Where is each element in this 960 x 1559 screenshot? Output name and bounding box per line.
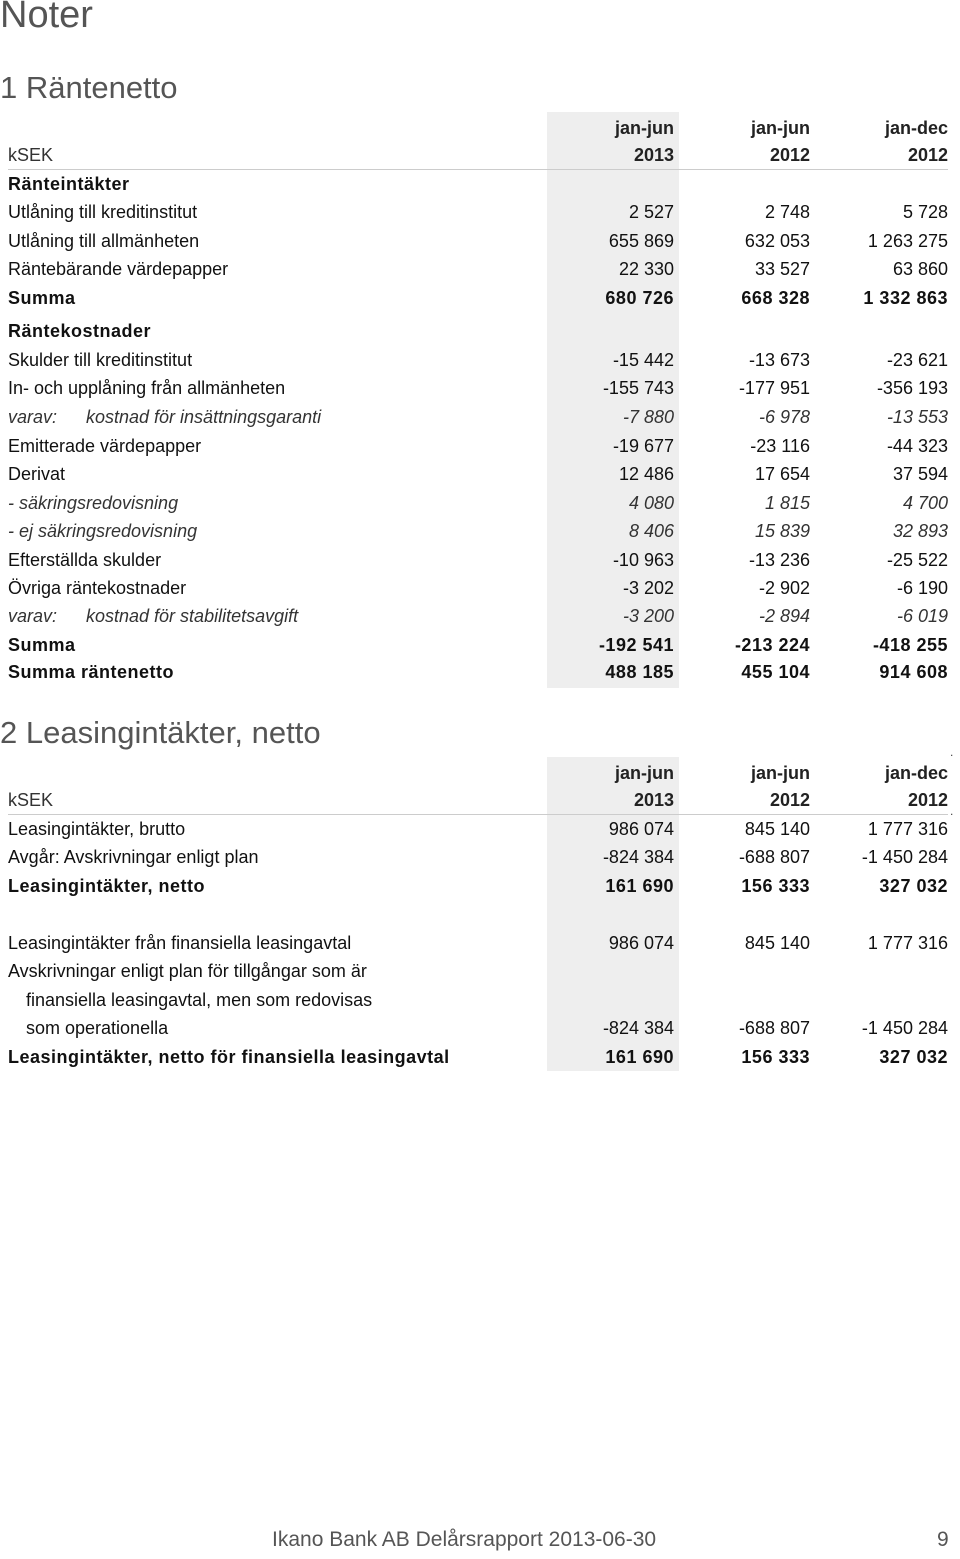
unit-label: kSEK [8,145,54,165]
row-label: Derivat [8,464,66,484]
cell-2012h1: 17 654 [754,464,810,484]
cell-2012fy: 1 777 316 [867,819,948,839]
cell-2012h1: 33 527 [754,259,810,279]
varav-prefix: varav: [8,606,58,626]
cell-2013: -824 384 [602,1018,674,1038]
period-header: jan-jun [751,118,810,138]
table-row [8,986,948,1014]
table-2-year-header-row [8,786,948,814]
table-1-period-header-row [8,114,948,142]
total-row [8,658,948,686]
cell-2012h1: -13 236 [748,550,810,570]
cell-2012fy: 914 608 [879,662,948,682]
cell-2013: 22 330 [618,259,674,279]
cell-2012fy: -44 323 [886,436,948,456]
cell-2012h1: 1 815 [764,493,810,513]
period-header: jan-dec [884,118,948,138]
row-label: Skulder till kreditinstitut [8,350,193,370]
unit-label: kSEK [8,790,54,810]
table-row [8,198,948,226]
row-label: som operationella [26,1018,169,1038]
table-row [8,403,948,431]
cell-2012h1: 156 333 [741,876,810,896]
table-row [8,374,948,402]
page-title: Noter [0,0,93,36]
cell-2012h1: 156 333 [741,1047,810,1067]
row-label: Leasingintäkter, netto [8,876,206,896]
row-label: Utlåning till allmänheten [8,231,200,251]
report-footer: Ikano Bank AB Delårsrapport 2013-06-30 [272,1528,657,1551]
cell-2012fy: 327 032 [879,876,948,896]
cell-2013: 161 690 [605,1047,674,1067]
table-row [8,843,948,871]
cell-2013: 12 486 [618,464,674,484]
row-label: Räntekostnader [8,321,152,341]
cell-2012h1: -213 224 [734,635,810,655]
cell-2012fy: -356 193 [876,378,948,398]
row-label: Efterställda skulder [8,550,162,570]
section-1-heading: 1 Räntenetto [0,70,178,105]
year-header: 2013 [633,790,674,810]
cell-2012h1: 632 053 [744,231,810,251]
margin-mark: . [950,804,954,818]
cell-2012fy: -23 621 [886,350,948,370]
row-label [8,602,298,630]
cell-2013: 986 074 [608,819,674,839]
cell-2013: 680 726 [605,288,674,308]
cell-2012h1: 15 839 [754,521,810,541]
table-row [8,460,948,488]
period-header: jan-jun [751,763,810,783]
table-row [8,929,948,957]
cell-2013: -7 880 [622,407,674,427]
varav-prefix: varav: [8,407,58,427]
cell-2013: -3 200 [622,606,674,626]
table-row [8,346,948,374]
cell-2013: -19 677 [612,436,674,456]
section-2-heading: 2 Leasingintäkter, netto [0,715,321,750]
cell-2012fy: 327 032 [879,1047,948,1067]
cell-2012fy: 1 777 316 [867,933,948,953]
cell-2013: 8 406 [628,521,674,541]
row-label: Summa [8,635,76,655]
cell-2012fy: 37 594 [892,464,948,484]
table-row [8,227,948,255]
cell-2012h1: 845 140 [744,819,810,839]
cell-2012fy: 1 332 863 [863,288,948,308]
table-2-period-header-row [8,759,948,787]
row-label: Summa räntenetto [8,662,175,682]
cell-2012fy: 5 728 [902,202,948,222]
cell-2012h1: -13 673 [748,350,810,370]
sum-row [8,631,948,659]
table-row [8,517,948,545]
period-header: jan-jun [615,118,674,138]
row-label: Utlåning till kreditinstitut [8,202,198,222]
cell-2012fy: -1 450 284 [861,847,948,867]
table-row [8,546,948,574]
table-row [8,957,948,985]
cell-2012fy: 1 263 275 [867,231,948,251]
cell-2012h1: 455 104 [741,662,810,682]
margin-mark: . [950,745,954,759]
table-row [8,602,948,630]
year-header: 2012 [907,145,948,165]
row-label: Ränteintäkter [8,174,130,194]
row-label: finansiella leasingavtal, men som redovisas [26,990,373,1010]
row-label: - säkringsredovisning [8,493,179,513]
table-row [8,432,948,460]
row-label: Övriga räntekostnader [8,578,187,598]
cell-2013: -824 384 [602,847,674,867]
total-row [8,1043,948,1071]
table-1-year-header-row [8,141,948,169]
cell-2012h1: -2 894 [758,606,810,626]
cell-2013: -15 442 [612,350,674,370]
cell-2012fy: 32 893 [892,521,948,541]
subheading-row [8,317,948,345]
year-header: 2012 [907,790,948,810]
cell-2013: -192 541 [598,635,674,655]
cell-2012fy: 63 860 [892,259,948,279]
cell-2012h1: -688 807 [738,1018,810,1038]
cell-2013: 488 185 [605,662,674,682]
cell-2012h1: 845 140 [744,933,810,953]
year-header: 2013 [633,145,674,165]
cell-2012h1: 2 748 [764,202,810,222]
table-row [8,574,948,602]
year-header: 2012 [769,790,810,810]
page-number: 9 [937,1528,949,1551]
row-label: Leasingintäkter, netto för finansiella leasingavtal [8,1047,450,1067]
cell-2012fy: -6 190 [896,578,948,598]
row-label: Avskrivningar enligt plan för tillgångar som är [8,961,367,981]
cell-2012h1: -6 978 [758,407,810,427]
cell-2013: -3 202 [622,578,674,598]
cell-2013: 4 080 [628,493,674,513]
cell-2012fy: -13 553 [886,407,948,427]
table-row [8,815,948,843]
period-header: jan-dec [884,763,948,783]
subheading-row [8,170,948,198]
table-row [8,255,948,283]
cell-2012h1: -2 902 [758,578,810,598]
row-label-text: kostnad för insättningsgaranti [86,407,322,427]
table-row [8,489,948,517]
cell-2013: -10 963 [612,550,674,570]
cell-2012fy: -418 255 [872,635,948,655]
row-label: - ej säkringsredovisning [8,521,198,541]
cell-2012fy: -25 522 [886,550,948,570]
row-label [8,403,321,431]
cell-2012h1: 668 328 [741,288,810,308]
total-row [8,872,948,900]
period-header: jan-jun [615,763,674,783]
row-label: Avgår: Avskrivningar enligt plan [8,847,259,867]
cell-2012h1: -23 116 [750,436,810,456]
cell-2012fy: 4 700 [902,493,948,513]
row-label: Summa [8,288,76,308]
year-header: 2012 [769,145,810,165]
row-label: Räntebärande värdepapper [8,259,229,279]
row-label-text: kostnad för stabilitetsavgift [86,606,299,626]
row-label: Leasingintäkter, brutto [8,819,186,839]
table-row [8,1014,948,1042]
row-label: In- och upplåning från allmänheten [8,378,286,398]
cell-2012h1: -177 951 [738,378,810,398]
cell-2012fy: -6 019 [896,606,948,626]
cell-2012h1: -688 807 [738,847,810,867]
row-label: Emitterade värdepapper [8,436,202,456]
sum-row [8,284,948,312]
cell-2013: 2 527 [628,202,674,222]
row-label: Leasingintäkter från finansiella leasingavtal [8,933,352,953]
cell-2013: 986 074 [608,933,674,953]
cell-2013: 161 690 [605,876,674,896]
cell-2013: -155 743 [602,378,674,398]
cell-2013: 655 869 [608,231,674,251]
cell-2012fy: -1 450 284 [861,1018,948,1038]
